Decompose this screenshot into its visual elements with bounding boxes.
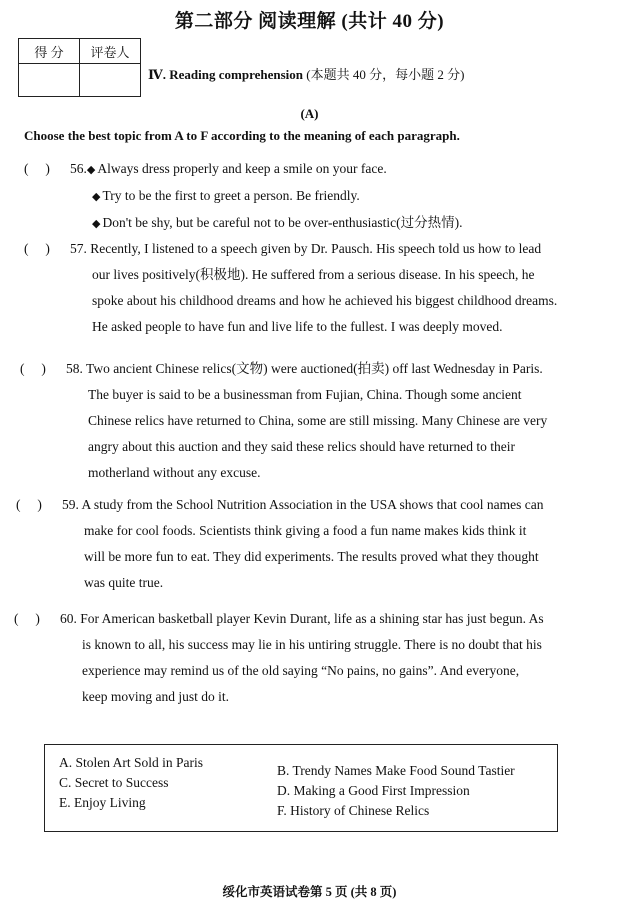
section-roman: Ⅳ. (148, 67, 167, 82)
question-line: was quite true. (84, 575, 164, 590)
question-line: is known to all, his success may lie in his untiring struggle. There is no doubt that his (82, 637, 542, 652)
diamond-bullet-icon: ◆ (86, 164, 96, 176)
question-58 (20, 356, 610, 486)
question-line: Try to be the first to greet a person. Be friendly. (102, 188, 360, 203)
question-line: experience may remind us of the old saying “No pains, no gains”. And everyone, (82, 663, 520, 678)
question-number: 59. (62, 497, 79, 512)
question-line: He asked people to have fun and live life to the fullest. I was deeply moved. (92, 319, 503, 334)
option-d: D. Making a Good First Impression (277, 783, 470, 798)
answer-blank[interactable]: ( ) (14, 611, 40, 626)
section-note: (本题共 40 分，每小题 2 分) (306, 67, 465, 82)
part-label: (A) (300, 106, 319, 121)
question-line: spoke about his childhood dreams and how he achieved his biggest childhood dreams. (92, 293, 558, 308)
answer-blank[interactable]: ( ) (24, 241, 50, 256)
instructions: Choose the best topic from A to F according to the meaning of each paragraph. (24, 128, 460, 143)
question-line: Chinese relics have returned to China, some are still missing. Many Chinese are very (88, 413, 548, 428)
question-number: 58. (66, 361, 83, 376)
option-f: F. History of Chinese Relics (277, 803, 430, 818)
question-60 (14, 606, 610, 710)
option-b: B. Trendy Names Make Food Sound Tastier (277, 763, 515, 778)
question-line: will be more fun to eat. They did experiments. The results proved what they thought (84, 549, 539, 564)
question-line: our lives positively(积极地). He suffered from a serious disease. In his speech, he (92, 267, 535, 282)
question-line: motherland without any excuse. (88, 465, 261, 480)
question-line: make for cool foods. Scientists think giving a food a fun name makes kids think it (84, 523, 527, 538)
question-number: 60. (60, 611, 77, 626)
question-57 (24, 236, 614, 340)
question-56 (24, 156, 584, 237)
page-title: 第二部分 阅读理解 (共计 40 分) (174, 11, 445, 32)
answer-blank[interactable]: ( ) (16, 497, 42, 512)
question-line: Two ancient Chinese relics(文物) were auctioned(拍卖) off last Wednesday in Paris. (86, 361, 543, 376)
grader-label: 评卷人 (80, 39, 141, 64)
options-box (44, 744, 558, 832)
section-heading (148, 64, 464, 83)
option-a: A. Stolen Art Sold in Paris (59, 755, 204, 770)
question-line: Always dress properly and keep a smile on your face. (97, 161, 387, 176)
question-59 (16, 492, 610, 596)
question-line: angry about this auction and they said these relics should have returned to their (88, 439, 516, 454)
option-e: E. Enjoy Living (59, 795, 146, 810)
answer-blank[interactable]: ( ) (24, 161, 50, 176)
question-line: For American basketball player Kevin Durant, life as a shining star has just begun. As (80, 611, 544, 626)
grader-field[interactable] (80, 64, 141, 97)
question-line: The buyer is said to be a businessman from Fujian, China. Though some ancient (88, 387, 522, 402)
section-name: Reading comprehension (169, 67, 304, 82)
score-table (18, 38, 141, 97)
question-line: A study from the School Nutrition Association in the USA shows that cool names can (81, 497, 544, 512)
option-c: C. Secret to Success (59, 775, 169, 790)
score-field[interactable] (19, 64, 80, 97)
score-label: 得 分 (19, 39, 80, 64)
question-line: Recently, I listened to a speech given by Dr. Pausch. His speech told us how to lead (90, 241, 542, 256)
diamond-bullet-icon: ◆ (92, 191, 101, 203)
question-line: Don't be shy, but be careful not to be over-enthusiastic(过分热情). (102, 215, 463, 230)
question-line: keep moving and just do it. (82, 689, 229, 704)
page-footer: 绥化市英语试卷第 5 页 (共 8 页) (222, 885, 397, 899)
question-number: 57. (70, 241, 87, 256)
question-number: 56. (70, 161, 87, 176)
diamond-bullet-icon: ◆ (92, 218, 101, 230)
answer-blank[interactable]: ( ) (20, 361, 46, 376)
